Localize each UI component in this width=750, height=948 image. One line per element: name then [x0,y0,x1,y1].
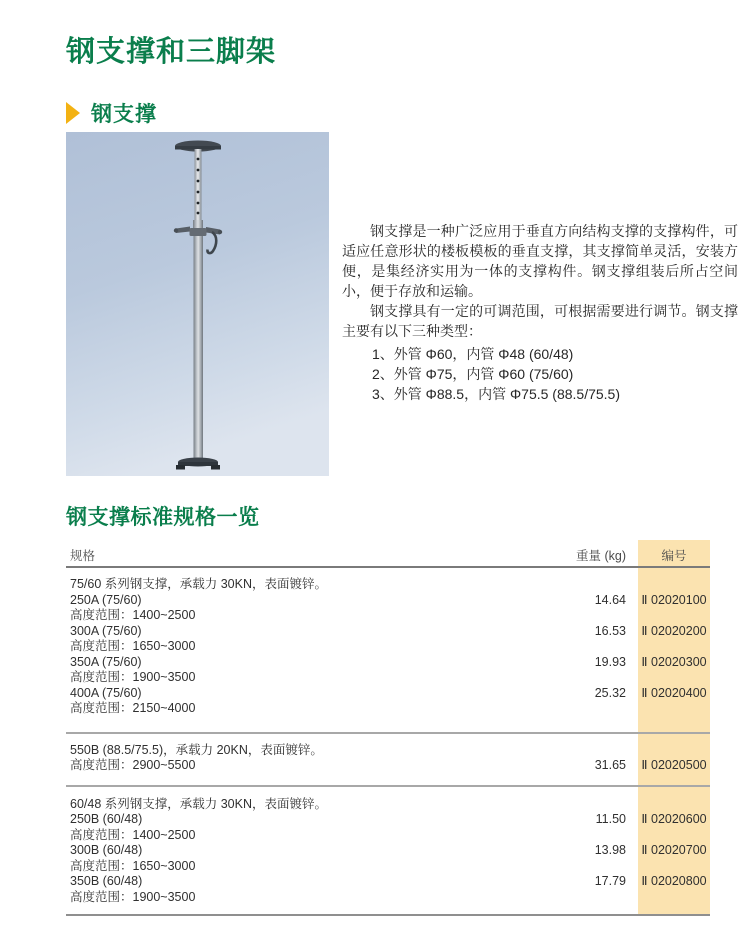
specs-table [66,540,710,916]
weight-value: 14.64 [594,592,626,607]
spec-row [66,874,710,890]
part-code: Ⅱ 02020500 [641,758,707,772]
weight-value: 11.50 [595,812,626,826]
height-range: 高度范围：2900~5500 [70,758,196,772]
height-range: 高度范围：1400~2500 [70,608,196,622]
spec-row [66,812,710,828]
spec-row [66,624,710,640]
type-item-1: 1、外管 Φ60，内管 Φ48 (60/48) [372,346,574,362]
section-arrow-icon [66,102,80,124]
height-range: 高度范围：1900~3500 [70,889,196,904]
group-note: 60/48 系列钢支撑，承载力 30KN，表面镀锌。 [70,796,327,811]
part-code: Ⅱ 02020800 [641,874,707,888]
outer-tube [194,236,204,460]
section-header [66,98,157,128]
column-header-code: 编号 [661,548,687,563]
part-code: Ⅱ 02020600 [641,812,707,826]
intro-text [342,221,738,404]
part-code: Ⅱ 02020300 [641,654,707,669]
table-header-row [66,540,710,568]
height-range: 高度范围：1650~3000 [70,639,196,653]
spec-row [66,758,710,774]
spec-row [66,686,710,702]
page-title: 钢支撑和三脚架 [66,36,277,68]
spec-row [66,655,710,671]
type-item-2: 2、外管 Φ75，内管 Φ60 (75/60) [372,366,574,382]
steel-prop-image [66,132,329,476]
specs-section-title: 钢支撑标准规格一览 [66,506,260,529]
spec-name: 250B (60/48) [70,812,143,826]
intro-paragraph-2: 钢支撑具有一定的可调范围，可根据需要进行调节。钢支撑主要有以下三种类型： [342,303,738,339]
weight-value: 25.32 [594,685,626,700]
spec-row [66,593,710,609]
column-header-weight: 重量 (kg) [575,548,626,563]
spec-name: 250A (75/60) [70,592,142,607]
part-code: Ⅱ 02020200 [641,623,707,638]
group-note: 550B (88.5/75.5)，承载力 20KN，表面镀锌。 [70,742,323,757]
adjustment-nut [190,228,207,236]
weight-value: 19.93 [594,654,626,669]
spec-name: 350A (75/60) [70,654,142,669]
column-header-spec: 规格 [70,548,96,563]
part-code: Ⅱ 02020400 [641,685,707,700]
spec-name: 350B (60/48) [70,874,143,888]
spec-name: 300B (60/48) [70,843,143,857]
weight-value: 31.65 [594,758,626,772]
weight-value: 16.53 [594,623,626,638]
spec-group-60-48 [66,785,710,915]
spec-group-75-60 [66,568,710,732]
group-note: 75/60 系列钢支撑，承载力 30KN，表面镀锌。 [70,577,327,591]
part-code: Ⅱ 02020700 [641,843,707,857]
weight-value: 17.79 [594,874,626,888]
section-title: 钢支撑 [91,103,157,126]
height-range: 高度范围：1900~3500 [70,670,196,684]
type-item-3: 3、外管 Φ88.5，内管 Φ75.5 (88.5/75.5) [372,386,621,402]
intro-paragraph-1: 钢支撑是一种广泛应用于垂直方向结构支撑的支撑构件，可适应任意形状的楼板模板的垂直支撑，其支撑简单灵活，安装方便，是集经济实用为一体的支撑构件。钢支撑组装后所占空间小，便于存放和运输。 [342,223,738,299]
weight-value: 13.98 [594,843,626,857]
spec-name: 400A (75/60) [70,685,142,700]
height-range: 高度范围：1400~2500 [70,827,196,842]
spec-group-88-75 [66,732,710,785]
type-list [342,344,738,404]
spec-name: 300A (75/60) [70,623,142,638]
spec-row [66,843,710,859]
steel-prop-illustration [66,132,329,476]
height-range: 高度范围：2150~4000 [70,701,196,715]
height-range: 高度范围：1650~3000 [70,858,196,873]
part-code: Ⅱ 02020100 [641,592,707,607]
